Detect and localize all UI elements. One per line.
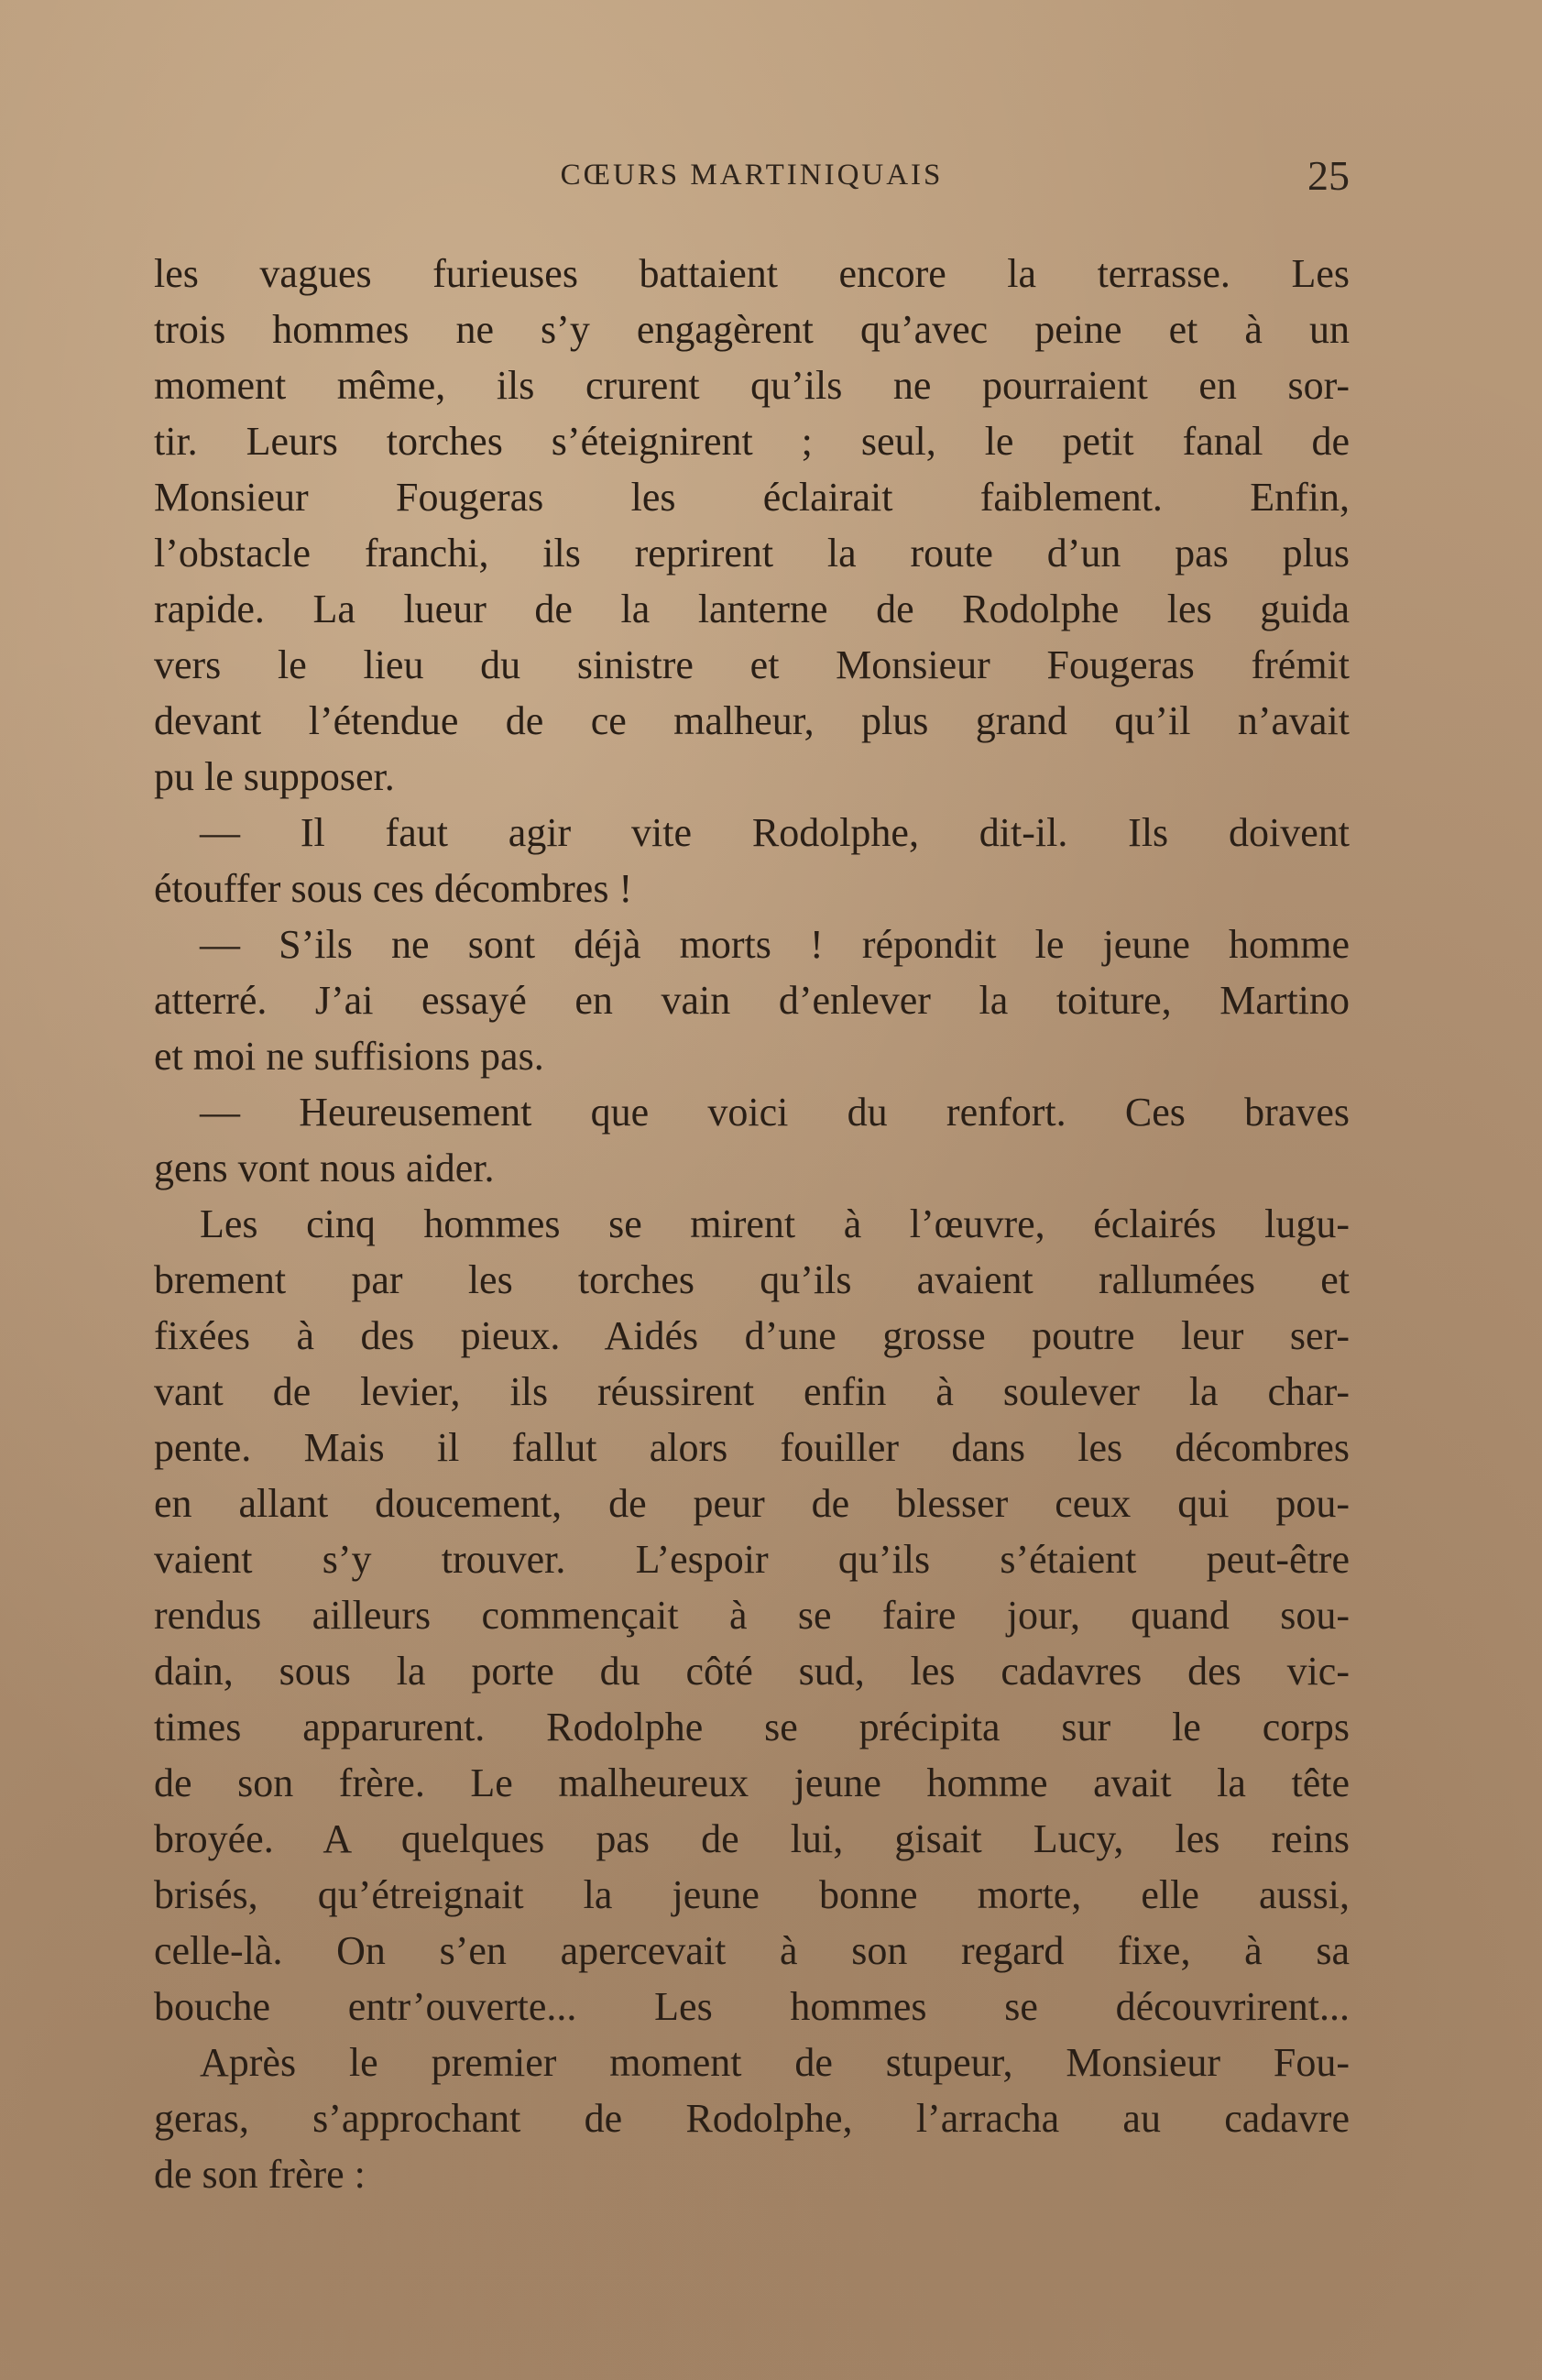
text-line: de son frère : xyxy=(154,2152,366,2197)
text-line: et moi ne suffisions pas. xyxy=(154,1034,544,1079)
text-line: l’obstacle franchi, ils reprirent la route d’un pas plus xyxy=(154,531,1350,576)
text-line: brisés, qu’étreignait la jeune bonne morte, elle aussi, xyxy=(154,1872,1350,1917)
text-line: vers le lieu du sinistre et Monsieur Fougeras frémit xyxy=(154,642,1350,687)
text-line: en allant doucement, de peur de blesser ceux qui pou- xyxy=(154,1481,1350,1526)
text-line: broyée. A quelques pas de lui, gisait Lucy, les reins xyxy=(154,1816,1350,1861)
text-line: de son frère. Le malheureux jeune homme avait la tête xyxy=(154,1760,1350,1805)
text-line: Monsieur Fougeras les éclairait faiblement. Enfin, xyxy=(154,475,1350,520)
text-line: fixées à des pieux. Aidés d’une grosse poutre leur ser- xyxy=(154,1313,1350,1358)
text-line: moment même, ils crurent qu’ils ne pourraient en sor- xyxy=(154,363,1350,408)
text-line: geras, s’approchant de Rodolphe, l’arracha au cadavre xyxy=(154,2096,1350,2141)
running-title: CŒURS MARTINIQUAIS xyxy=(560,159,944,192)
text-line: devant l’étendue de ce malheur, plus grand qu’il n’avait xyxy=(154,698,1350,743)
text-line: celle-là. On s’en apercevait à son regard fixe, à sa xyxy=(154,1928,1350,1973)
text-line: times apparurent. Rodolphe se précipita sur le corps xyxy=(154,1705,1350,1749)
text-line: rapide. La lueur de la lanterne de Rodolphe les guida xyxy=(154,587,1350,631)
text-line: rendus ailleurs commençait à se faire jour, quand sou- xyxy=(154,1593,1350,1638)
text-line: trois hommes ne s’y engagèrent qu’avec peine et à un xyxy=(154,307,1350,352)
text-line: atterré. J’ai essayé en vain d’enlever la toiture, Martino xyxy=(154,978,1350,1023)
text-line: — Heureusement que voici du renfort. Ces braves xyxy=(200,1090,1350,1135)
text-line: — Il faut agir vite Rodolphe, dit-il. Ils doivent xyxy=(200,810,1350,855)
text-line: bouche entr’ouverte... Les hommes se découvrirent... xyxy=(154,1984,1350,2029)
text-line: tir. Leurs torches s’éteignirent ; seul, le petit fanal de xyxy=(154,419,1350,464)
text-line: dain, sous la porte du côté sud, les cadavres des vic- xyxy=(154,1649,1350,1694)
text-line: brement par les torches qu’ils avaient rallumées et xyxy=(154,1257,1350,1302)
text-line: — S’ils ne sont déjà morts ! répondit le jeune homme xyxy=(200,922,1350,967)
text-line: les vagues furieuses battaient encore la terrasse. Les xyxy=(154,251,1350,296)
text-line: étouffer sous ces décombres ! xyxy=(154,866,633,911)
page-number: 25 xyxy=(1307,152,1350,199)
text-line: pu le supposer. xyxy=(154,754,395,799)
text-line: Les cinq hommes se mirent à l’œuvre, éclairés lugu- xyxy=(200,1201,1350,1246)
text-line: gens vont nous aider. xyxy=(154,1146,495,1190)
body-text xyxy=(154,246,1350,2202)
running-head xyxy=(154,151,1350,206)
text-line: Après le premier moment de stupeur, Monsieur Fou- xyxy=(200,2040,1350,2085)
text-line: pente. Mais il fallut alors fouiller dans les décombres xyxy=(154,1425,1350,1470)
text-line: vaient s’y trouver. L’espoir qu’ils s’étaient peut-être xyxy=(154,1537,1350,1582)
text-line: vant de levier, ils réussirent enfin à soulever la char- xyxy=(154,1369,1350,1414)
